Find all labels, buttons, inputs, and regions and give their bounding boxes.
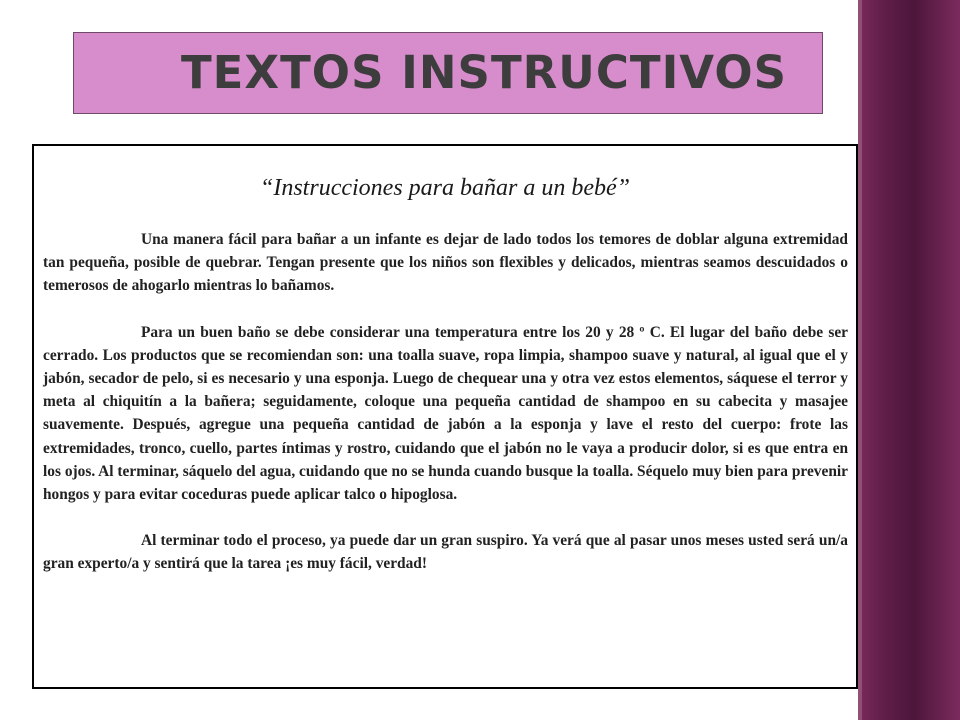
slide-title: TEXTOS INSTRUCTIVOS	[180, 46, 788, 99]
paragraph-3: Al terminar todo el proceso, ya puede dar un gran suspiro. Ya verá que al pasar unos meses usted será un/a gran experto/a y sentirá que la tarea ¡es muy fácil, verdad!	[43, 532, 848, 573]
decorative-side-band	[858, 0, 960, 720]
document-body	[43, 228, 848, 599]
title-banner	[73, 32, 823, 114]
document-heading: “Instrucciones para bañar a un bebé”	[260, 175, 630, 201]
paragraph-2: Para un buen baño se debe considerar una temperatura entre los 20 y 28 º C. El lugar del baño debe ser cerrado. Los productos que se recomiendan son: una toalla suave, ropa limpia, shampoo suave y natural, al igual que el y jabón, secador de pelo, si es necesario y una esponja. Luego de chequear una y otra vez estos elementos, sáquese el terror y meta al chiquitín a la bañera; seguidamente, coloque una pequeña cantidad de shampoo en su cabecita y masajee suavemente. Después, agregue una pequeña cantidad de jabón a la esponja y lave el resto del cuerpo: frote las extremidades, tronco, cuello, partes íntimas y rostro, cuidando que el jabón no le vaya a producir dolor, si es que entra en los ojos. Al terminar, sáquelo del agua, cuidando que no se hunda cuando busque la toalla. Séquelo muy bien para prevenir hongos y para evitar coceduras puede aplicar talco o hipoglosa.	[43, 323, 848, 504]
document-box	[32, 144, 858, 689]
paragraph-1: Una manera fácil para bañar a un infante es dejar de lado todos los temores de doblar alguna extremidad tan pequeña, posible de quebrar. Tengan presente que los niños son flexibles y delicados, mientras seamos descuidados o temerosos de ahogarlo mientras lo bañamos.	[43, 231, 848, 295]
